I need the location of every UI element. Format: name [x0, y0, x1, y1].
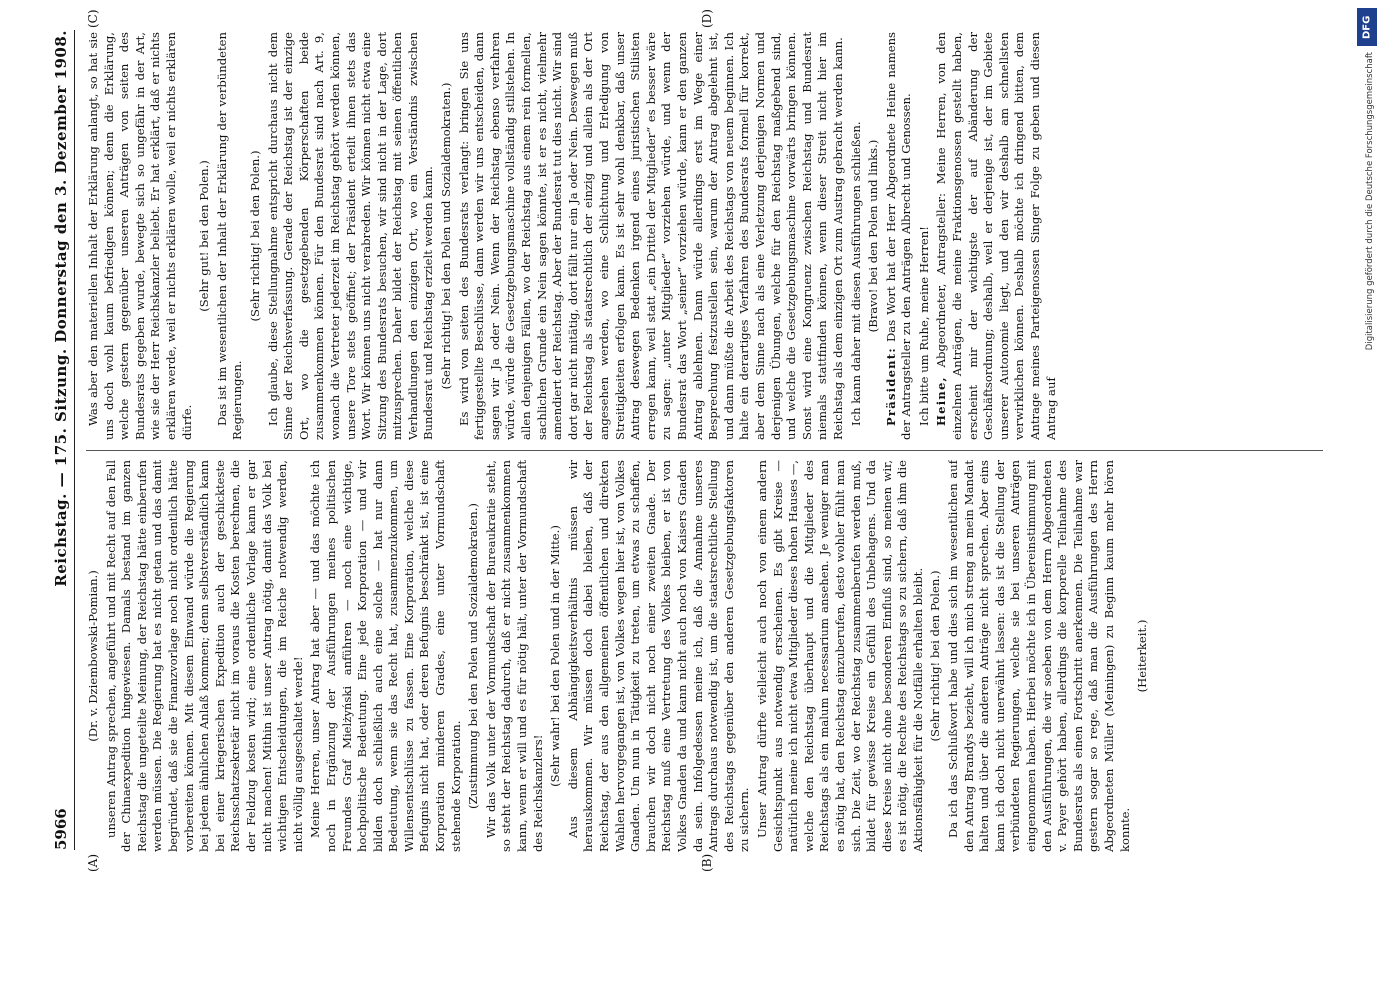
- page-title: Reichstag. — 175. Sitzung. Donnerstag den 3. Dezember 1908.: [52, 30, 70, 587]
- paragraph: Ich bitte um Ruhe, meine Herren!: [916, 226, 931, 426]
- paragraph: Aus diesem Abhängigkeitsverhältnis müssen wir herauskommen. Wir müssen doch dabei bleiben, daß der Reichstag, der aus den allgemeinen öffentlichen und direkten Wahlen hervorgegangen ist, von Volkes wegen hier ist, von Volkes Gnaden. Um nun in Tätigkeit zu treten, um etwas zu schaffen, brauchen wir doch nicht noch einer zweiten Gnade. Der Reichstag muß eine Vertretung des Volkes bleiben, er ist von Volkes Gnaden da und kann nicht auch noch von Kaisers Gnaden da sein. Infolgedessen meine ich, daß die Annahme unseres Antrags durchaus notwendig ist, um die staatsrechtliche Stellung des Reichstags gegenüber den anderen Gesetzgebungsfaktoren zu sichern.: [565, 460, 752, 852]
- margin-marker-d: (D): [700, 9, 714, 28]
- paragraph: Ich kann daher mit diesen Ausführungen schließen.: [848, 121, 863, 426]
- speaker-continuation: (Dr. v. Dziembowski-Pomian.): [86, 570, 100, 742]
- interjection: (Sehr richtig! bei den Polen.): [928, 570, 943, 742]
- right-column: [86, 32, 1323, 440]
- paragraph: Unser Antrag dürfte vielleicht auch noch von einem andern Gesichtspunkt aus notwendig erscheinen. Es gibt Kreise — natürlich meine ich nicht etwa Mitglieder dieses hohen Hauses —, welche den Reichstag überhaupt und die Mitglieder des Reichstags als ein malum necessarium ansehen. Je weniger man es nötig hat, den Reichstag einzuberufen, desto wohler fühlt man sich. Die Zeit, wo der Reichstag zusammenberufen werden muß, bildet für gewisse Kreise ein Gefühl des Unbehagens. Und da diese Kreise nicht ohne besonderen Einfluß sind, so meinen wir, es ist nötig, die Rechte des Reichstags so zu sichern, daß ihm die Aktionsfähigkeit für die Notfälle erhalten bleibt.: [754, 460, 925, 852]
- paragraph: Da ich das Schlußwort habe und dies sich im wesentlichen auf den Antrag Brandys bezieht, will ich mich streng an mein Mandat halten und über die anderen Anträge nicht sprechen. Aber eins kann ich doch nicht unerwähnt lassen: das ist die Stellung der verbündeten Regierungen, welche sie bei unseren Anträgen eingenommen haben. Hierbei möchte ich in Übereinstimmung mit den Ausführungen, die wir soeben von dem Herrn Abgeordneten v. Payer gehört haben, allerdings die korporelle Teilnahme des Bundesrats als einen Fortschritt anerkennen. Die Teilnahme war gestern sogar so rege, daß man die Ausführungen des Herrn Abgeordneten Müller (Meiningen) zu Beginn kaum mehr hören konnte.: [946, 460, 1132, 852]
- interjection: (Sehr wahr! bei den Polen und in der Mitte.): [548, 525, 563, 787]
- margin-marker-c: (C): [86, 9, 100, 28]
- speech-text: Abgeordneter, Antragsteller: Meine Herren, von den einzelnen Anträgen, die meine Fraktionsgenossen gestellt haben, erscheint mir der wichtigste der auf Abänderung der Geschäftsordnung; deshalb, weil er derjenige ist, der im Gebiete unserer Autonomie liegt, und den wir deshalb am schnellsten verwirklichen können. Deshalb möchte ich dringend bitten, dem Antrage meines Parteigenossen Singer Folge zu geben und diesen Antrag auf: [934, 32, 1058, 440]
- interjection: (Sehr richtig! bei den Polen.): [247, 150, 262, 322]
- paragraph: Das ist im wesentlichen der Inhalt der Erklärung der verbündeten Regierungen.: [214, 32, 245, 440]
- left-column: [86, 460, 1323, 852]
- interjection: (Zustimmung bei den Polen und Sozialdemokraten.): [466, 503, 481, 809]
- column-divider: [86, 450, 1323, 451]
- margin-marker-b: (B): [700, 853, 714, 872]
- paragraph: Ich glaube, diese Stellungnahme entspricht durchaus nicht dem Sinne der Reichsverfassung. Gerade der Reichstag ist der einzige Ort, wo die gesetzgebenden Körperschaften beide zusammenkommen können. Für den Bundesrat sind nach Art. 9, wonach die Vertreter jederzeit im Reichstag gehört werden können, unsere Tore stets geöffnet; der Präsident erteilt ihnen stets das Wort. Wir können uns nicht verabreden. Wir können nicht etwa eine Sitzung des Bundesrats besuchen, wir sind nicht in der Lage, dort mitzusprechen. Daher bildet der Reichstag mit seinen öffentlichen Verhandlungen den einzigen Ort, wo ein Verständnis zwischen Bundesrat und Reichstag erzielt werden kann.: [265, 32, 436, 440]
- page-header: [48, 30, 75, 850]
- speech-paragraph: [934, 32, 1059, 440]
- interjection: (Heiterkeit.): [1135, 619, 1150, 693]
- dfg-logo: DFG: [1357, 8, 1377, 46]
- paragraph: Was aber den materiellen Inhalt der Erklärung anlangt, so hat sie uns doch wohl kaum befriedigen können; denn die Erklärung, welche gestern gegenüber unseren Anträgen von seiten des Bundesrats gegeben wurde, bewegte sich so ungefähr in der Art, wie sie der Herr Reichskanzler beliebt. Er hat erklärt, daß er nichts erklären werde, weil er nichts erklären wolle, weil er nichts erklären dürfe.: [86, 32, 194, 440]
- paragraph: Wir das Volk unter der Vormundschaft der Bureaukratie steht, so steht der Reichstag dadurch, daß er nicht zusammenkommen kann, wenn er will und es für nötig hält, unter der Vormundschaft des Reichskanzlers!: [483, 460, 545, 852]
- paragraph: Meine Herren, unser Antrag hat aber — und das möchte ich noch in Ergänzung der Ausführungen meines politischen Freundes Graf Mielżyński anführen — noch eine wichtige, hochpolitische Bedeutung. Eine jede Korporation — und wir bilden doch schließlich auch eine solche — hat nur dann Bedeutung, wenn sie das Recht hat, zusammenzukommen, um Willensentschlüsse zu fassen. Eine Korporation, welche diese Befugnis nicht hat, oder deren Befugnis beschränkt ist, ist eine Korporation minderen Grades, eine unter Vormundschaft stehende Korporation.: [308, 460, 463, 852]
- margin-marker-a: (A): [86, 853, 100, 872]
- speaker-name: Präsident:: [883, 347, 898, 426]
- speaker-name: Heine,: [934, 376, 949, 426]
- page-number: 5966: [52, 808, 70, 850]
- interjection: (Sehr richtig! bei den Polen und Sozialdemokraten.): [439, 82, 454, 390]
- speech-text: Das Wort hat der Herr Abgeordnete Heine namens der Antragsteller zu den Anträgen Albrecht und Genossen.: [883, 32, 914, 440]
- interjection: (Sehr gut! bei den Polen.): [197, 160, 212, 312]
- paragraph: Es wird von seiten des Bundesrats verlangt: bringen Sie uns fertiggestellte Beschlüsse, dann werden wir uns entscheiden, dann sagen wir Ja oder Nein. Wenn der Reichstag ebenso verfahren würde, würde die Gesetzgebungsmaschine vollständig stillstehen. In allen denjenigen Fällen, wo der Reichstag aus einem rein formellen, sachlichen Grunde ein Nein sagen könnte, ist er es nicht, vielmehr amendiert der Reichstag. Aber der Bundesrat tut dies nicht. Wir sind dort gar nicht mitätig, dort fällt nur ein Ja oder Nein. Deswegen muß der Reichstag als staatsrechtlich der einzig und allein als der Ort angesehen werden, wo eine Schlichtung und Erledigung von Streitigkeiten erfolgen kann. Es ist sehr wohl denkbar, daß unser Antrag deswegen Bedenken irgend eines juristischen Stilisten erregen kann, weil statt „ein Drittel der Mitglieder“ es besser wäre zu sagen: „unter Mitglieder“ vorziehen würde, und wenn der Bundesrat das Wort „seiner“ vorziehen würde, kann er den ganzen Antrag ablehnen. Dann würde allerdings erst im Wege einer Besprechung festzustellen sein, warum der Antrag abgelehnt ist, und dann müßte die Arbeit des Reichstags von neuem beginnen. Ich halte ein derartiges Verfahren des Bundesrats formell für korrekt, aber dem Sinne nach als eine Verletzung derjenigen Normen und derjenigen Übungen, welche für den Reichstag maßgebend sind, und welche die Gesetzgebungsmaschine vorwärts bringen können. Sonst wird eine Kongruenz zwischen Reichstag und Bundesrat niemals stattfinden können, wenn dieser Streit nicht hier im Reichstag als dem einzigen Ort zum Austrag gebracht werden kann.: [456, 32, 845, 440]
- interjection: (Bravo! bei den Polen und links.): [866, 139, 881, 333]
- speech-paragraph: [884, 32, 915, 440]
- paragraph: unseren Antrag sprechen, angeführt und mit Recht auf den Fall der Chinaexpedition hingewiesen. Damals bestand im ganzen Reichstag die ungeteilte Meinung, der Reichstag hätte einberufen werden müssen. Die Regierung hat es nicht getan und das damit begründet, daß sie die Finanzvorlage noch nicht ordentlich hätte vorbereiten können. Mit diesem Einwand würde die Regierung bei jedem ähnlichen Anlaß kommen; denn selbstverständlich kann bei einer kriegerischen Expedition auch der geschickteste Reichsschatzsekretär nicht im voraus die Kosten berechnen, die der Feldzug kosten wird; eine ordentliche Vorlage kann er gar nicht machen! Mithin ist unser Antrag nötig, damit das Volk bei wichtigen Entscheidungen, die im Reiche notwendig werden, nicht völlig ausgeschaltet werde!: [103, 460, 305, 852]
- digitization-credit: Digitalisierung gefördert durch die Deutsche Forschungsgemeinschaft: [1365, 52, 1375, 351]
